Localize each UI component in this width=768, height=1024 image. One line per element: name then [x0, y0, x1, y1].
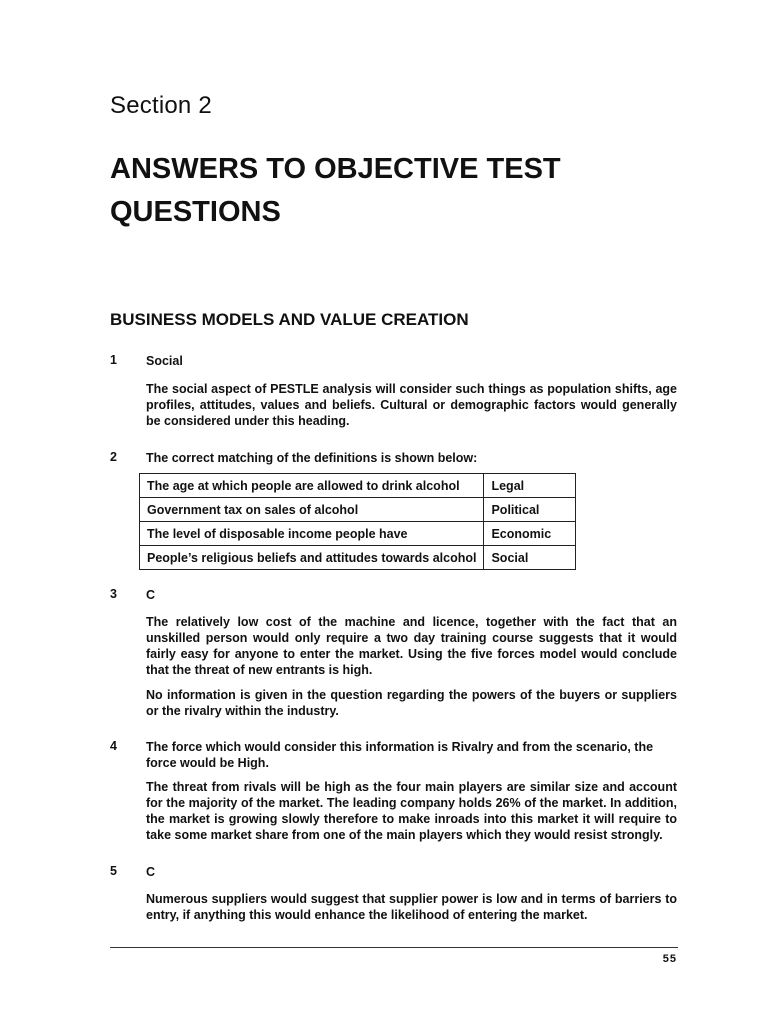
- question-number-3: 3: [110, 587, 117, 601]
- table-row: [140, 498, 576, 522]
- definition-cell: The age at which people are allowed to drink alcohol: [140, 474, 484, 498]
- definition-cell: The level of disposable income people have: [140, 522, 484, 546]
- section-subheading: BUSINESS MODELS AND VALUE CREATION: [110, 310, 469, 329]
- question-3-answer: C: [146, 588, 156, 602]
- category-cell: Political: [484, 498, 576, 522]
- question-5-explanation: Numerous suppliers would suggest that supplier power is low and in terms of barriers to entry, if anything this would enhance the likelihood of entering the market.: [146, 892, 677, 922]
- question-number-1: 1: [110, 353, 117, 367]
- question-3-explanation: The relatively low cost of the machine and licence, together with the fact that an unskilled person would only require a two day training course suggests that it would fairly easy for anyone to enter the market. Using the five forces model would conclude that the threat of new entrants is high.: [146, 615, 677, 677]
- category-cell: Legal: [484, 474, 576, 498]
- question-number-5: 5: [110, 864, 117, 878]
- question-5-answer: C: [146, 865, 156, 879]
- question-1-explanation: The social aspect of PESTLE analysis will consider such things as population shifts, age profiles, attitudes, values and beliefs. Cultural or demographic factors would generally be considered under this heading.: [146, 382, 677, 428]
- footer-divider: [110, 947, 678, 948]
- question-3-note: No information is given in the question regarding the powers of the buyers or suppliers or the rivalry within the industry.: [146, 688, 677, 718]
- question-number-4: 4: [110, 739, 117, 753]
- definitions-table: [139, 473, 576, 570]
- definition-cell: People’s religious beliefs and attitudes towards alcohol: [140, 546, 484, 570]
- question-1-answer: Social: [146, 354, 183, 368]
- definition-cell: Government tax on sales of alcohol: [140, 498, 484, 522]
- category-cell: Social: [484, 546, 576, 570]
- section-label: Section 2: [110, 92, 212, 119]
- question-4-explanation: The threat from rivals will be high as the four main players are similar size and account for the majority of the market. The leading company holds 26% of the market. In addition, the market is growing slowly therefore to make inroads into this market it will require to take some market share from one of the main players which they would resist strongly.: [146, 780, 677, 842]
- question-number-2: 2: [110, 450, 117, 464]
- table-row: [140, 522, 576, 546]
- table-row: [140, 474, 576, 498]
- question-4-answer: The force which would consider this information is Rivalry and from the scenario, the force would be High.: [146, 740, 654, 770]
- page-title: ANSWERS TO OBJECTIVE TEST QUESTIONS: [110, 153, 561, 228]
- table-row: [140, 546, 576, 570]
- category-cell: Economic: [484, 522, 576, 546]
- page-number: 55: [662, 953, 677, 965]
- question-2-answer: The correct matching of the definitions is shown below:: [146, 451, 478, 465]
